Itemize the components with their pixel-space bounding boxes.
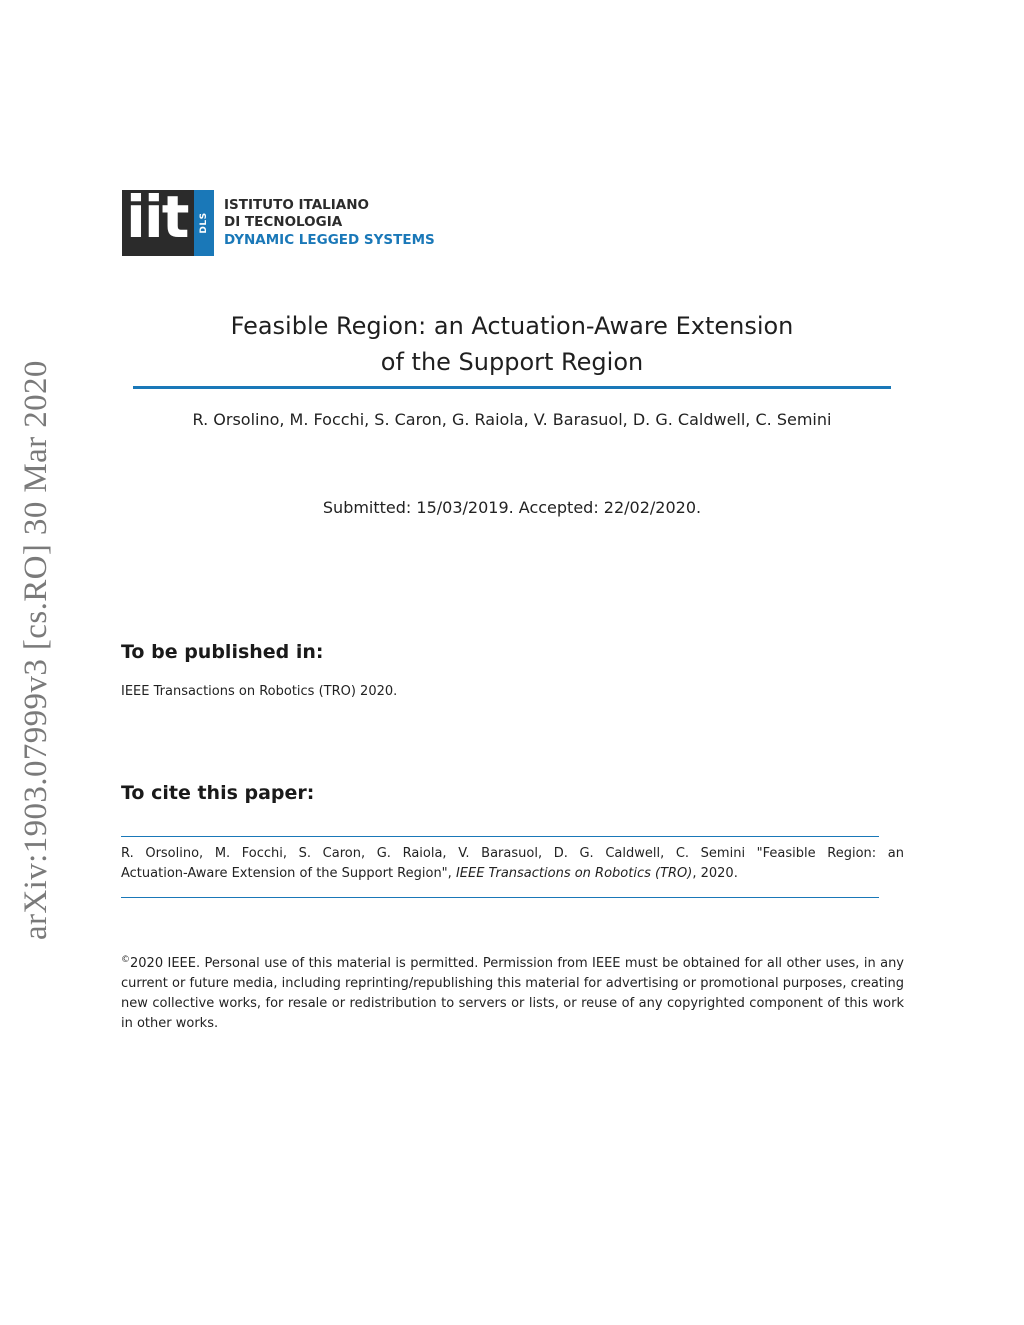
- citation-line-2: [121, 864, 904, 884]
- logo-dls-text: DLS: [199, 212, 209, 234]
- logo-wordmark: [224, 197, 435, 250]
- title-divider: [133, 386, 891, 389]
- arxiv-identifier-stamp: arXiv:1903.07999v3 [cs.RO] 30 Mar 2020: [18, 360, 54, 940]
- citation-text: [121, 844, 904, 884]
- citation-line-1: R. Orsolino, M. Focchi, S. Caron, G. Raiola, V. Barasuol, D. G. Caldwell, C. Semini "Feasible Region: an: [121, 846, 904, 861]
- publication-venue: IEEE Transactions on Robotics (TRO) 2020.: [121, 684, 398, 699]
- copyright-notice: [121, 950, 904, 1034]
- logo-line-1: ISTITUTO ITALIANO: [224, 196, 370, 213]
- logo-dls-tag: [194, 190, 214, 256]
- logo-line-2: DI TECNOLOGIA: [224, 214, 343, 231]
- citation-line-2-prefix: Actuation-Aware Extension of the Support Region",: [121, 866, 456, 881]
- logo-line-3: DYNAMIC LEGGED SYSTEMS: [224, 231, 435, 248]
- cite-heading: To cite this paper:: [121, 782, 315, 804]
- copyright-text: 2020 IEEE. Personal use of this material is permitted. Permission from IEEE must be obtained for all other uses, in any current or future media, including reprinting/republishing this material for advertising or promotional purposes, creating new collective works, for resale or redistribution to servers or lists, or reuse of any copyrighted component of this work in other works.: [121, 956, 904, 1031]
- citation-journal: IEEE Transactions on Robotics (TRO): [455, 866, 693, 881]
- paper-title-line-1: Feasible Region: an Actuation-Aware Extension: [230, 312, 794, 340]
- paper-title-line-2: of the Support Region: [380, 348, 644, 376]
- citation-bottom-divider: [121, 897, 879, 898]
- logo-mark-text: iit: [126, 183, 188, 251]
- logo-mark: [122, 183, 214, 256]
- copyright-symbol: ©: [121, 955, 130, 965]
- submission-dates: Submitted: 15/03/2019. Accepted: 22/02/2020.: [322, 498, 702, 517]
- author-list: R. Orsolino, M. Focchi, S. Caron, G. Raiola, V. Barasuol, D. G. Caldwell, C. Semini: [192, 410, 832, 429]
- published-in-heading: To be published in:: [121, 641, 324, 663]
- citation-line-2-suffix: , 2020.: [692, 866, 738, 881]
- paper-title: [0, 308, 1024, 380]
- citation-top-divider: [121, 836, 879, 837]
- iit-dls-logo: [122, 183, 435, 256]
